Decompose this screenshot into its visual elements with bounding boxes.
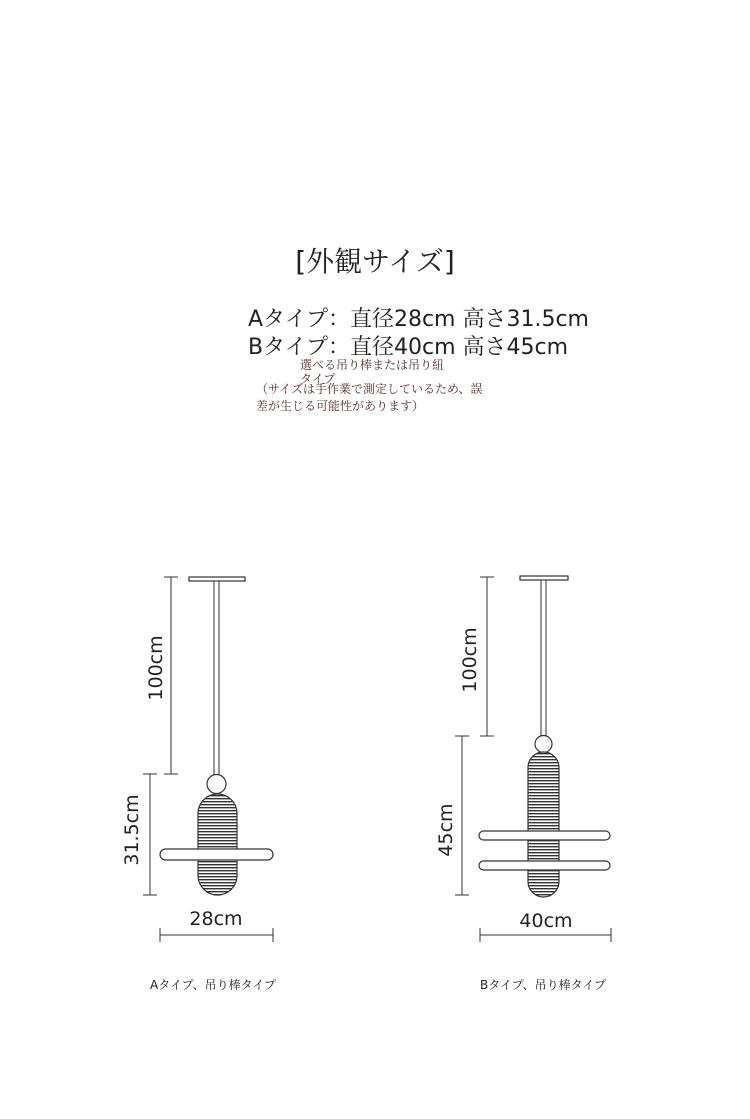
height-b-label: 45cm [435, 803, 457, 857]
note-line-1: 選べる吊り棒または吊り紐 [300, 358, 445, 372]
rod-b [541, 580, 546, 736]
diameter-a-label: 28cm [189, 908, 243, 930]
cord-length-b-label: 100cm [459, 627, 481, 693]
note-line-3: （サイズは手作業で測定しているため、誤 [256, 382, 483, 396]
canopy-a [189, 577, 245, 581]
height-a-label: 31.5cm [121, 794, 143, 866]
ring-b-upper [479, 831, 610, 840]
ball-a [207, 775, 226, 794]
caption-type-b: Bタイプ、吊り棒タイプ [480, 978, 607, 992]
shade-b [528, 752, 559, 897]
shade-a [198, 794, 237, 895]
rod-a [214, 581, 219, 776]
cord-length-a-label: 100cm [145, 635, 167, 701]
lamp-type-a [160, 577, 273, 895]
spec-type-a: Aタイプ：直径28cm 高さ31.5cm [248, 307, 589, 332]
page-title: [外観サイズ] [295, 245, 455, 278]
spec-type-b: Bタイプ：直径40cm 高さ45cm [248, 335, 569, 360]
lamp-type-b [479, 576, 610, 897]
ring-b-lower [479, 861, 610, 870]
canopy-b [520, 576, 568, 580]
caption-type-a: Aタイプ、吊り棒タイプ [150, 978, 277, 992]
ring-a [160, 849, 273, 860]
note-line-4: 差が生じる可能性があります） [256, 399, 425, 413]
ball-b [535, 736, 552, 753]
diameter-b-label: 40cm [519, 910, 573, 932]
note-line-2: タイプ [300, 372, 336, 386]
